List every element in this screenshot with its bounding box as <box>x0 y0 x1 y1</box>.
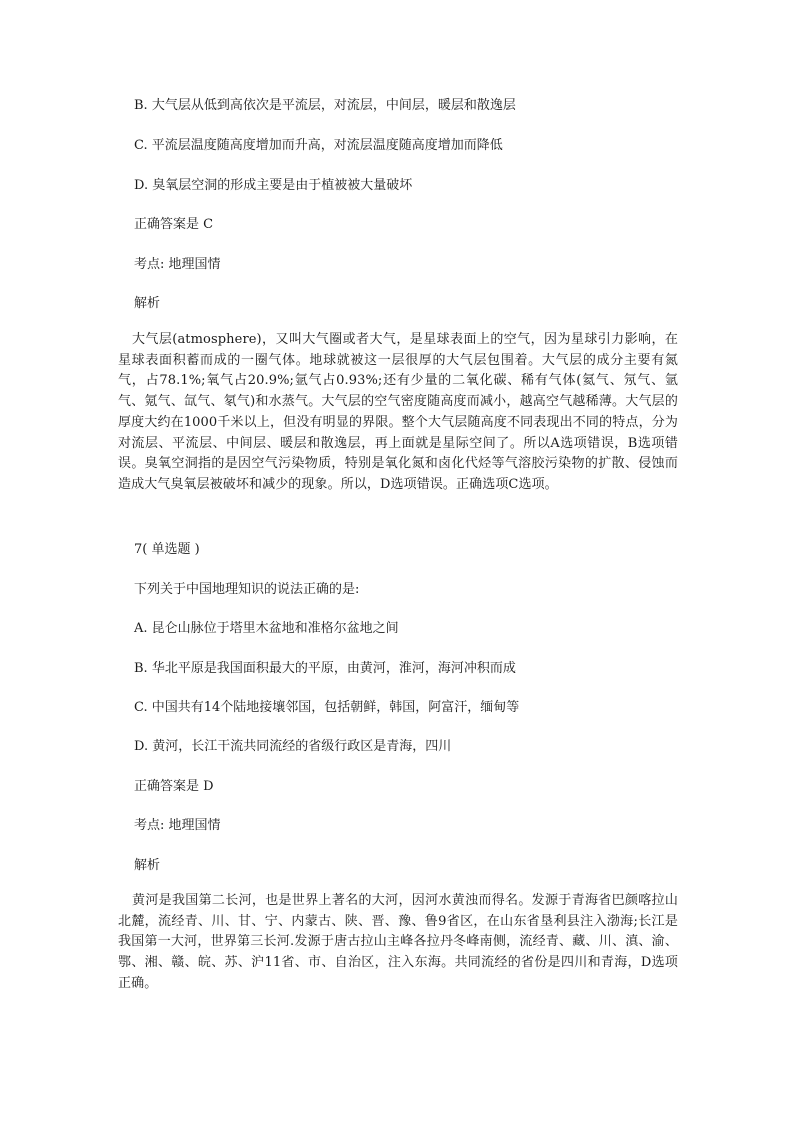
q6-option-c: C. 平流层温度随高度增加而升高，对流层温度随高度增加而降低 <box>134 138 503 153</box>
q7-answer: 正确答案是 D <box>134 779 214 794</box>
q7-analysis-label: 解析 <box>134 858 161 873</box>
q7-option-a: A. 昆仑山脉位于塔里木盆地和准格尔盆地之间 <box>134 621 399 636</box>
q6-analysis-label: 解析 <box>134 296 161 311</box>
q6-topic: 考点: 地理国情 <box>134 257 221 272</box>
q7-analysis-text: 黄河是我国第二长河，也是世界上著名的大河，因河水黄浊而得名。发源于青海省巴颜喀拉山北麓，流经青、川、甘、宁、内蒙古、陕、晋、豫、鲁9省区，在山东省垦利县注入渤海;长江是我国第一大河，世界第三长河.发源于唐古拉山主峰各拉丹冬峰南侧，流经青、藏、川、滇、渝、鄂、湘、赣、皖、苏、沪11省、市、自治区，注入东海。共同流经的省份是四川和青海，D选项正确。 <box>118 893 678 991</box>
q7-stem: 下列关于中国地理知识的说法正确的是: <box>134 582 360 597</box>
q7-option-b: B. 华北平原是我国面积最大的平原，由黄河，淮河，海河冲积而成 <box>134 661 516 676</box>
q7-option-d: D. 黄河，长江干流共同流经的省级行政区是青海，四川 <box>134 739 452 754</box>
q6-answer: 正确答案是 C <box>134 217 214 232</box>
q6-option-d: D. 臭氧层空洞的形成主要是由于植被被大量破坏 <box>134 178 413 193</box>
q7-option-c: C. 中国共有14个陆地接壤邻国，包括朝鲜，韩国，阿富汗，缅甸等 <box>134 700 520 715</box>
q6-option-b: B. 大气层从低到高依次是平流层，对流层，中间层，暖层和散逸层 <box>134 98 516 113</box>
q7-topic: 考点: 地理国情 <box>134 818 221 833</box>
q6-analysis-text: 大气层(atmosphere)，又叫大气圈或者大气，是星球表面上的空气，因为星球引力影响，在星球表面积蓄而成的一圈气体。地球就被这一层很厚的大气层包围着。大气层的成分主要有氮气，占78.1%;氧气占20.9%;氩气占0.93%;还有少量的二氧化碳、稀有气体(氦气、氖气、氩气、氪气、氙气、氡气)和水蒸气。大气层的空气密度随高度而减小，越高空气越稀薄。大气层的厚度大约在1000千米以上，但没有明显的界限。整个大气层随高度不同表现出不同的特点，分为对流层、平流层、中间层、暖层和散逸层，再上面就是星际空间了。所以A选项错误，B选项错误。臭氧空洞指的是因空气污染物质，特别是氧化氮和卤化代烃等气溶胶污染物的扩散、侵蚀而造成大气臭氧层被破坏和减少的现象。所以，D选项错误。正确选项C选项。 <box>118 332 678 492</box>
q7-header: 7( 单选题 ) <box>134 542 200 557</box>
